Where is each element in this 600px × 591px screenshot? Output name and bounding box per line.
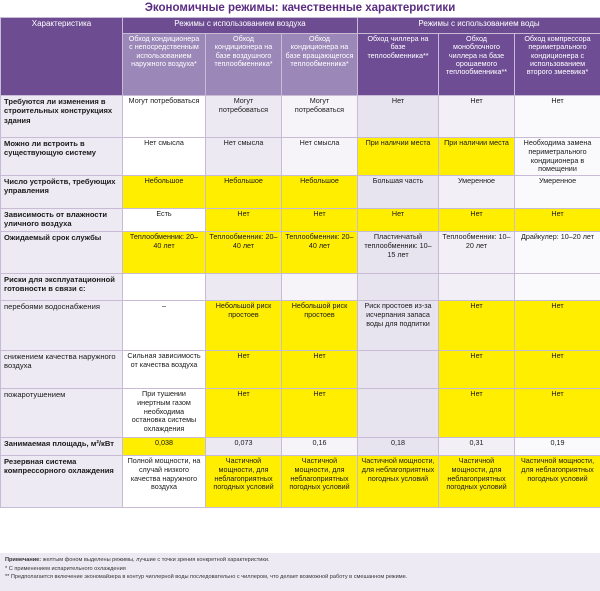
table-cell: Нет bbox=[282, 209, 358, 232]
table-row bbox=[1, 138, 600, 176]
table-cell: Нет bbox=[206, 389, 282, 438]
table-cell: Теплообменник: 20–40 лет bbox=[282, 232, 358, 274]
table-cell bbox=[123, 274, 206, 301]
table-cell: Частичной мощности, для неблагоприятных погодных условий bbox=[358, 456, 439, 508]
table-cell: Небольшое bbox=[123, 176, 206, 209]
note-primary bbox=[5, 556, 595, 565]
table-cell: Нет bbox=[358, 209, 439, 232]
table-cell: Нет смысла bbox=[123, 138, 206, 176]
table-cell: При наличии места bbox=[439, 138, 515, 176]
table-cell: При тушении инертным газом необходима остановка системы охлаждения bbox=[123, 389, 206, 438]
table-cell: Нет bbox=[515, 96, 600, 138]
table-row bbox=[1, 301, 600, 351]
column-header-monoblock-chiller: Обход моноблочного чиллера на базе орошаемого теплообменника** bbox=[439, 34, 515, 96]
table-cell: Нет bbox=[358, 96, 439, 138]
row-label: Риски для эксплуатационной готовности в связи с: bbox=[1, 274, 123, 301]
column-header-air-heat-exchanger: Обход кондиционера на базе воздушного теплообменника* bbox=[206, 34, 282, 96]
table-row bbox=[1, 456, 600, 508]
table-cell bbox=[439, 274, 515, 301]
table-cell: Нет bbox=[515, 209, 600, 232]
page-title: Экономичные режимы: качественные характеристики bbox=[0, 0, 600, 16]
table-cell: Нет bbox=[439, 301, 515, 351]
row-label: пожаротушением bbox=[1, 389, 123, 438]
table-cell: Нет bbox=[439, 351, 515, 389]
note-label: Примечание: bbox=[5, 557, 42, 563]
table-cell: Нет bbox=[282, 389, 358, 438]
column-header-perimeter-ac: Обход компрессора периметрального кондиционера с использованием второго змеевика* bbox=[515, 34, 600, 96]
row-label: Требуются ли изменения в строительных конструкциях здания bbox=[1, 96, 123, 138]
table-cell: Сильная зависимость от качества воздуха bbox=[123, 351, 206, 389]
table-cell: Могут потребоваться bbox=[282, 96, 358, 138]
table-cell: Нет bbox=[206, 209, 282, 232]
table-cell: – bbox=[123, 301, 206, 351]
table-cell: Есть bbox=[123, 209, 206, 232]
row-label: Резервная система компрессорного охлаждения bbox=[1, 456, 123, 508]
comparison-table bbox=[0, 17, 600, 508]
footnotes bbox=[0, 553, 600, 591]
table-cell: Нет bbox=[206, 351, 282, 389]
column-header-air-rotary: Обход кондиционера на базе вращающегося теплообменника* bbox=[282, 34, 358, 96]
table-cell bbox=[515, 274, 600, 301]
table-cell bbox=[358, 389, 439, 438]
table-cell: При наличии места bbox=[358, 138, 439, 176]
table-row bbox=[1, 389, 600, 438]
table-cell: Частичной мощности, для неблагоприятных погодных условий bbox=[206, 456, 282, 508]
note-text: желтым фоном выделены режимы, лучшие с точки зрения конкретной характеристики. bbox=[42, 557, 270, 563]
table-cell: Нет смысла bbox=[206, 138, 282, 176]
table-cell: Нет bbox=[439, 96, 515, 138]
table-row bbox=[1, 96, 600, 138]
table-cell bbox=[358, 274, 439, 301]
table-row bbox=[1, 438, 600, 456]
table-cell: Драйкулер: 10–20 лет bbox=[515, 232, 600, 274]
table-cell: Небольшое bbox=[206, 176, 282, 209]
table-cell: Риск простоев из-за исчерпания запаса воды для подпитки bbox=[358, 301, 439, 351]
row-label: снижением качества наружного воздуха bbox=[1, 351, 123, 389]
note-star2: ** Предполагается включение экономайзера в контур чиллерной воды последовательно с чиллером, что делает возможной работу в смешанном режиме. bbox=[5, 574, 408, 581]
table-cell: 0,18 bbox=[358, 438, 439, 456]
table-cell: Нет bbox=[439, 209, 515, 232]
table-cell: 0,31 bbox=[439, 438, 515, 456]
table-cell: Нет bbox=[439, 389, 515, 438]
note-star1: * С применением испарительного охлаждения bbox=[5, 565, 126, 572]
table-row bbox=[1, 351, 600, 389]
table-cell: Умеренное bbox=[515, 176, 600, 209]
table-cell: Большая часть bbox=[358, 176, 439, 209]
column-header-chiller-bypass: Обход чиллера на базе теплообменника** bbox=[358, 34, 439, 96]
row-label: Ожидаемый срок службы bbox=[1, 232, 123, 274]
table-cell: 0,16 bbox=[282, 438, 358, 456]
air-modes-header: Режимы с использованием воздуха bbox=[123, 18, 358, 34]
table-cell: Полной мощности, на случай низкого качества наружного воздуха bbox=[123, 456, 206, 508]
water-modes-header: Режимы с использованием воды bbox=[358, 18, 600, 34]
table-cell: Нет bbox=[515, 351, 600, 389]
row-label: перебоями водоснабжения bbox=[1, 301, 123, 351]
table-cell: Теплообменник: 10–20 лет bbox=[439, 232, 515, 274]
table-cell: Нет bbox=[515, 301, 600, 351]
table-row bbox=[1, 232, 600, 274]
table-cell: Необходима замена периметрального кондиционера в помещении bbox=[515, 138, 600, 176]
table-row bbox=[1, 176, 600, 209]
table-cell: 0,073 bbox=[206, 438, 282, 456]
table-cell: Умеренное bbox=[439, 176, 515, 209]
table-cell: Нет bbox=[515, 389, 600, 438]
table-cell bbox=[282, 274, 358, 301]
table-cell: Могут потребоваться bbox=[206, 96, 282, 138]
table-row bbox=[1, 209, 600, 232]
table-body bbox=[1, 96, 600, 508]
table-cell: Небольшое bbox=[282, 176, 358, 209]
table-cell: Частичной мощности, для неблагоприятных погодных условий bbox=[439, 456, 515, 508]
table-cell bbox=[206, 274, 282, 301]
row-label: Можно ли встроить в существующую систему bbox=[1, 138, 123, 176]
table-cell: Могут потребоваться bbox=[123, 96, 206, 138]
table-cell: Нет bbox=[282, 351, 358, 389]
characteristic-header: Характеристика bbox=[1, 18, 123, 96]
table-row bbox=[1, 274, 600, 301]
table-cell bbox=[358, 351, 439, 389]
table-cell: Пластинчатый теплообменник: 10–15 лет bbox=[358, 232, 439, 274]
row-label: Занимаемая площадь, м²/кВт bbox=[1, 438, 123, 456]
table-cell: Небольшой риск простоев bbox=[206, 301, 282, 351]
table-cell: 0,038 bbox=[123, 438, 206, 456]
table-cell: Частичной мощности, для неблагоприятных погодных условий bbox=[282, 456, 358, 508]
table-cell: Небольшой риск простоев bbox=[282, 301, 358, 351]
table-cell: Частичной мощности, для неблагоприятных погодных условий bbox=[515, 456, 600, 508]
column-header-air-direct: Обход кондиционера с непосредственным использованием наружного воздуха* bbox=[123, 34, 206, 96]
table-cell: 0,19 bbox=[515, 438, 600, 456]
table-cell: Теплообменник: 20–40 лет bbox=[206, 232, 282, 274]
table-cell: Нет смысла bbox=[282, 138, 358, 176]
table-cell: Теплообменник: 20–40 лет bbox=[123, 232, 206, 274]
row-label: Число устройств, требующих управления bbox=[1, 176, 123, 209]
row-label: Зависимость от влажности уличного воздуха bbox=[1, 209, 123, 232]
